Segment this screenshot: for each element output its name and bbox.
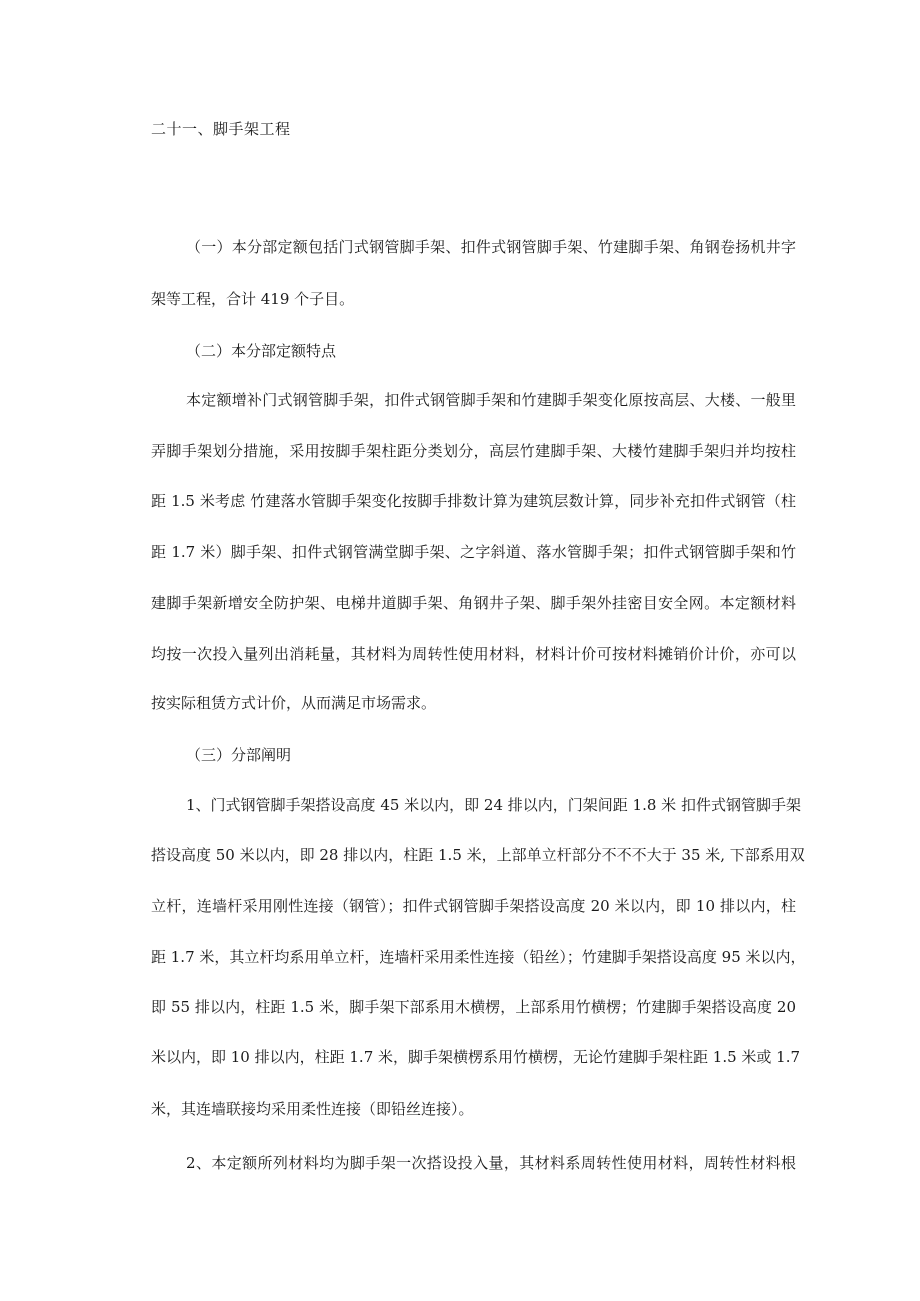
part2-heading: （二）本分部定额特点 <box>186 342 337 360</box>
part2-line-6: 均按一次投入量列出消耗量，其材料为周转性使用材料，材料计价可按材料摊销价计价，亦可以 <box>151 645 796 663</box>
part2-line-3: 距 1.5 米考虑 竹建落水管脚手架变化按脚手排数计算为建筑层数计算，同步补充扣件式钢管（柱 <box>151 492 796 510</box>
part2-line-2: 弄脚手架划分措施，采用按脚手架柱距分类划分，高层竹建脚手架、大楼竹建脚手架归并均按柱 <box>151 442 796 460</box>
part3-item1-line-7: 米，其连墙联接均采用柔性连接（即铅丝连接）。 <box>151 1100 474 1118</box>
section-title: 二十一、脚手架工程 <box>151 120 291 138</box>
part1-line-1: （一）本分部定额包括门式钢管脚手架、扣件式钢管脚手架、竹建脚手架、角钢卷扬机井字 <box>186 238 796 256</box>
part3-item2-line-1: 2、本定额所列材料均为脚手架一次搭设投入量，其材料系周转性使用材料，周转性材料根 <box>186 1154 796 1172</box>
part3-item1-line-4: 距 1.7 米，其立杆均系用单立杆，连墙杆采用柔性连接（铅丝）；竹建脚手架搭设高度 95 米以内， <box>151 948 806 966</box>
part3-item1-line-5: 即 55 排以内，柱距 1.5 米，脚手架下部系用木横楞，上部系用竹横楞；竹建脚手架搭设高度 20 <box>151 998 796 1016</box>
part3-item1-line-2: 搭设高度 50 米以内，即 28 排以内，柱距 1.5 米，上部单立杆部分不不不大于 35 米, 下部系用双 <box>151 846 805 864</box>
part3-heading: （三）分部阐明 <box>186 746 292 764</box>
part1-line-2: 架等工程，合计 419 个子目。 <box>151 290 355 308</box>
part2-line-7: 按实际租赁方式计价，从而满足市场需求。 <box>151 694 437 712</box>
part3-item1-line-3: 立杆，连墙杆采用刚性连接（钢管）；扣件式钢管脚手架搭设高度 20 米以内，即 10 排以内，柱 <box>151 897 796 915</box>
part3-item1-line-6: 米以内，即 10 排以内，柱距 1.7 米，脚手架横楞系用竹横楞，无论竹建脚手架柱距 1.5 米或 1.7 <box>151 1048 801 1066</box>
part3-item1-line-1: 1、门式钢管脚手架搭设高度 45 米以内，即 24 排以内，门架间距 1.8 米 扣件式钢管脚手架 <box>186 796 801 814</box>
part2-line-1: 本定额增补门式钢管脚手架，扣件式钢管脚手架和竹建脚手架变化原按高层、大楼、一般里 <box>186 391 796 409</box>
part2-line-4: 距 1.7 米）脚手架、扣件式钢管满堂脚手架、之字斜道、落水管脚手架；扣件式钢管脚手架和竹 <box>151 543 796 561</box>
part2-line-5: 建脚手架新增安全防护架、电梯井道脚手架、角钢井子架、脚手架外挂密目安全网。本定额材料 <box>151 594 796 612</box>
